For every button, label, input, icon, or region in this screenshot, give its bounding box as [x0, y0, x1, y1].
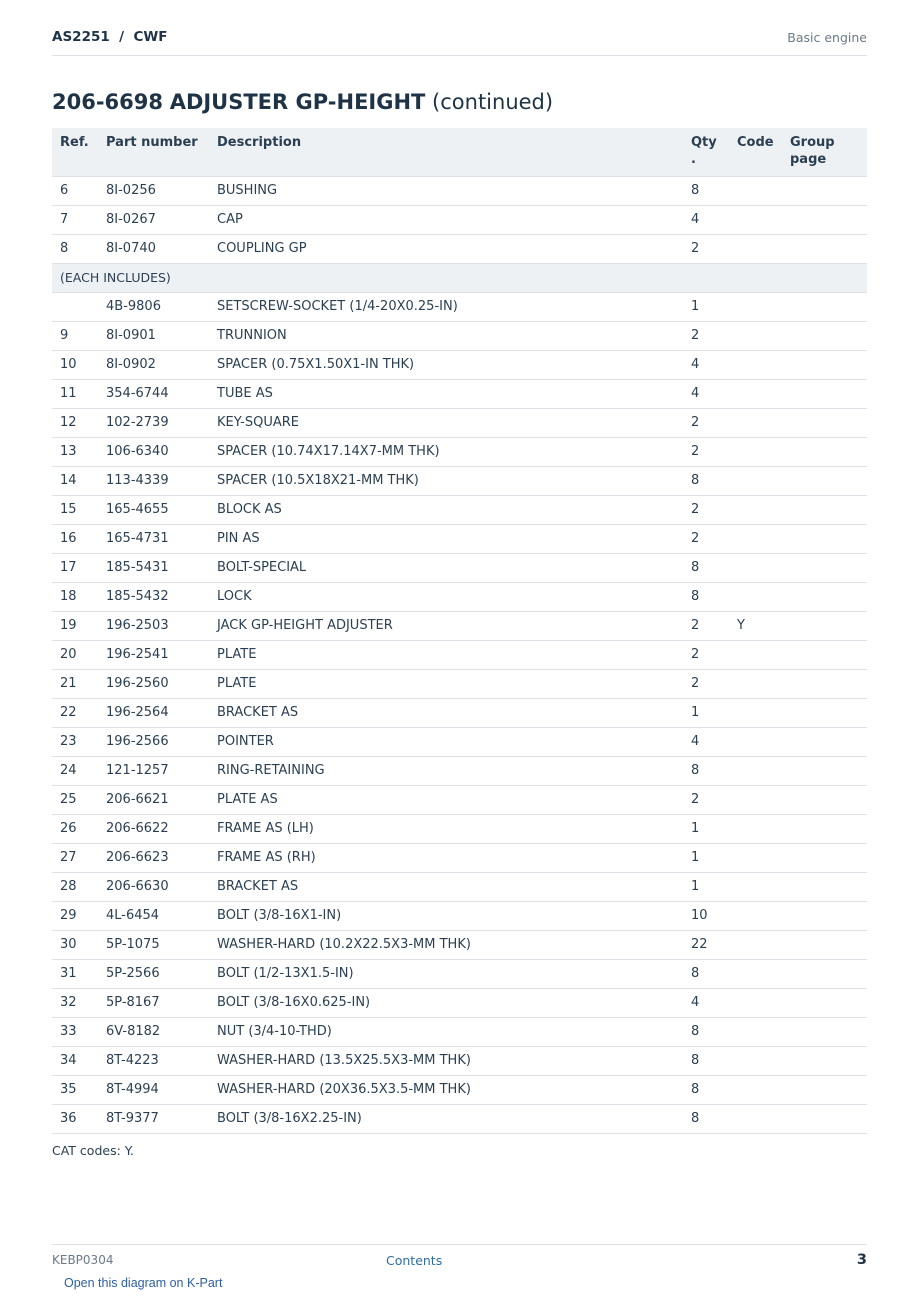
qty-cell: 4: [683, 379, 729, 408]
ref-cell: 9: [52, 321, 98, 350]
part-number-cell: 196-2566: [98, 727, 209, 756]
code-cell: [729, 292, 782, 321]
group-page-cell: [782, 408, 867, 437]
part-number-cell: 8I-0267: [98, 205, 209, 234]
title-part-name: ADJUSTER GP-HEIGHT: [169, 90, 426, 114]
description-cell: PLATE: [209, 640, 683, 669]
part-number-cell: 196-2541: [98, 640, 209, 669]
ref-cell: 16: [52, 524, 98, 553]
group-page-cell: [782, 785, 867, 814]
parts-table: [52, 128, 867, 1134]
table-row: [52, 408, 867, 437]
ref-cell: 26: [52, 814, 98, 843]
description-cell: WASHER-HARD (13.5X25.5X3-MM THK): [209, 1046, 683, 1075]
ref-cell: 13: [52, 437, 98, 466]
description-cell: COUPLING GP: [209, 234, 683, 263]
table-row: [52, 959, 867, 988]
ref-cell: 32: [52, 988, 98, 1017]
description-cell: KEY-SQUARE: [209, 408, 683, 437]
group-page-cell: [782, 727, 867, 756]
part-number-cell: 121-1257: [98, 756, 209, 785]
description-cell: FRAME AS (LH): [209, 814, 683, 843]
qty-cell: 22: [683, 930, 729, 959]
title-part-number: 206-6698: [52, 90, 163, 114]
title-suffix: (continued): [432, 90, 554, 114]
group-page-cell: [782, 553, 867, 582]
table-row: [52, 1046, 867, 1075]
qty-cell: 4: [683, 727, 729, 756]
note-cell: (EACH INCLUDES): [52, 263, 867, 292]
group-page-cell: [782, 350, 867, 379]
ref-cell: 24: [52, 756, 98, 785]
code-cell: [729, 988, 782, 1017]
group-page-cell: [782, 959, 867, 988]
group-page-cell: [782, 466, 867, 495]
description-cell: JACK GP-HEIGHT ADJUSTER: [209, 611, 683, 640]
part-number-cell: 8T-9377: [98, 1104, 209, 1133]
table-row: [52, 437, 867, 466]
part-number-cell: 5P-2566: [98, 959, 209, 988]
part-number-cell: 6V-8182: [98, 1017, 209, 1046]
group-page-cell: [782, 698, 867, 727]
table-row: [52, 756, 867, 785]
group-page-cell: [782, 756, 867, 785]
qty-cell: 2: [683, 408, 729, 437]
description-cell: SPACER (0.75X1.50X1-IN THK): [209, 350, 683, 379]
column-header-description: Description: [209, 128, 683, 176]
page-title: [52, 90, 553, 114]
table-row: [52, 901, 867, 930]
qty-cell: 8: [683, 466, 729, 495]
description-cell: BOLT (1/2-13X1.5-IN): [209, 959, 683, 988]
code-cell: [729, 727, 782, 756]
ref-cell: 28: [52, 872, 98, 901]
part-number-cell: 206-6630: [98, 872, 209, 901]
table-row: [52, 292, 867, 321]
group-page-cell: [782, 611, 867, 640]
contents-link[interactable]: Contents: [386, 1253, 443, 1268]
ref-cell: 12: [52, 408, 98, 437]
description-cell: TRUNNION: [209, 321, 683, 350]
group-page-cell: [782, 988, 867, 1017]
qty-cell: 2: [683, 611, 729, 640]
description-cell: PLATE AS: [209, 785, 683, 814]
ref-cell: 14: [52, 466, 98, 495]
qty-cell: 1: [683, 843, 729, 872]
part-number-cell: 8I-0740: [98, 234, 209, 263]
ref-cell: 35: [52, 1075, 98, 1104]
part-number-cell: 165-4731: [98, 524, 209, 553]
part-number-cell: 4B-9806: [98, 292, 209, 321]
table-row: [52, 843, 867, 872]
description-cell: SETSCREW-SOCKET (1/4-20X0.25-IN): [209, 292, 683, 321]
code-cell: [729, 959, 782, 988]
open-k-part-link[interactable]: Open this diagram on K-Part: [64, 1276, 223, 1290]
part-number-cell: 165-4655: [98, 495, 209, 524]
description-cell: CAP: [209, 205, 683, 234]
group-page-cell: [782, 1017, 867, 1046]
page-footer: [52, 1244, 867, 1275]
table-row: [52, 466, 867, 495]
code-cell: [729, 901, 782, 930]
qty-cell: 2: [683, 640, 729, 669]
code-cell: [729, 872, 782, 901]
code-cell: [729, 466, 782, 495]
part-number-cell: 4L-6454: [98, 901, 209, 930]
ref-cell: 6: [52, 176, 98, 205]
model-number: AS2251: [52, 29, 110, 45]
ref-cell: 30: [52, 930, 98, 959]
qty-cell: 8: [683, 756, 729, 785]
part-number-cell: 206-6621: [98, 785, 209, 814]
group-page-cell: [782, 321, 867, 350]
group-page-cell: [782, 495, 867, 524]
ref-cell: 21: [52, 669, 98, 698]
qty-cell: 4: [683, 350, 729, 379]
code-cell: [729, 930, 782, 959]
part-number-cell: 196-2564: [98, 698, 209, 727]
group-page-cell: [782, 582, 867, 611]
qty-cell: 1: [683, 814, 729, 843]
column-header-group-page: Group page: [782, 128, 867, 176]
column-header-qty: Qty .: [683, 128, 729, 176]
qty-cell: 8: [683, 1017, 729, 1046]
ref-cell: 22: [52, 698, 98, 727]
qty-cell: 2: [683, 669, 729, 698]
description-cell: BRACKET AS: [209, 872, 683, 901]
group-page-cell: [782, 669, 867, 698]
qty-cell: 10: [683, 901, 729, 930]
code-cell: [729, 814, 782, 843]
description-cell: BOLT (3/8-16X1-IN): [209, 901, 683, 930]
group-page-cell: [782, 1046, 867, 1075]
code-cell: [729, 321, 782, 350]
code-cell: [729, 756, 782, 785]
description-cell: WASHER-HARD (20X36.5X3.5-MM THK): [209, 1075, 683, 1104]
code-cell: [729, 640, 782, 669]
document-code: KEBP0304: [52, 1253, 114, 1267]
table-row: [52, 321, 867, 350]
part-number-cell: 185-5432: [98, 582, 209, 611]
part-number-cell: 206-6622: [98, 814, 209, 843]
code-cell: [729, 379, 782, 408]
description-cell: WASHER-HARD (10.2X22.5X3-MM THK): [209, 930, 683, 959]
group-page-cell: [782, 872, 867, 901]
ref-cell: 15: [52, 495, 98, 524]
part-number-cell: 206-6623: [98, 843, 209, 872]
parts-table-body: [52, 176, 867, 1133]
code-cell: [729, 1017, 782, 1046]
table-row: [52, 1017, 867, 1046]
qty-cell: 8: [683, 959, 729, 988]
qty-cell: 1: [683, 872, 729, 901]
description-cell: SPACER (10.5X18X21-MM THK): [209, 466, 683, 495]
section-name: Basic engine: [787, 30, 867, 45]
group-page-cell: [782, 379, 867, 408]
part-number-cell: 185-5431: [98, 553, 209, 582]
code-cell: [729, 234, 782, 263]
group-page-cell: [782, 901, 867, 930]
code-cell: [729, 843, 782, 872]
ref-cell: 8: [52, 234, 98, 263]
group-page-cell: [782, 234, 867, 263]
qty-cell: 2: [683, 437, 729, 466]
ref-cell: 33: [52, 1017, 98, 1046]
ref-cell: 29: [52, 901, 98, 930]
serial-prefix: CWF: [133, 29, 168, 45]
code-cell: [729, 495, 782, 524]
part-number-cell: 8I-0901: [98, 321, 209, 350]
table-row: [52, 785, 867, 814]
description-cell: TUBE AS: [209, 379, 683, 408]
qty-cell: 1: [683, 292, 729, 321]
ref-cell: [52, 292, 98, 321]
table-row: [52, 379, 867, 408]
description-cell: BRACKET AS: [209, 698, 683, 727]
description-cell: BOLT-SPECIAL: [209, 553, 683, 582]
table-row: [52, 669, 867, 698]
qty-cell: 1: [683, 698, 729, 727]
group-page-cell: [782, 843, 867, 872]
qty-cell: 4: [683, 205, 729, 234]
code-cell: [729, 524, 782, 553]
ref-cell: 17: [52, 553, 98, 582]
part-number-cell: 8I-0256: [98, 176, 209, 205]
code-cell: [729, 698, 782, 727]
code-cell: [729, 1104, 782, 1133]
qty-cell: 2: [683, 234, 729, 263]
qty-cell: 2: [683, 785, 729, 814]
group-page-cell: [782, 930, 867, 959]
ref-cell: 31: [52, 959, 98, 988]
ref-cell: 18: [52, 582, 98, 611]
qty-cell: 4: [683, 988, 729, 1017]
code-cell: Y: [729, 611, 782, 640]
part-number-cell: 8I-0902: [98, 350, 209, 379]
table-row: [52, 698, 867, 727]
table-row: [52, 553, 867, 582]
table-row: [52, 582, 867, 611]
code-cell: [729, 669, 782, 698]
description-cell: FRAME AS (RH): [209, 843, 683, 872]
header-separator: /: [119, 29, 125, 45]
table-row: [52, 727, 867, 756]
description-cell: PIN AS: [209, 524, 683, 553]
ref-cell: 11: [52, 379, 98, 408]
cat-codes-note: CAT codes: Y.: [52, 1143, 134, 1158]
column-header-ref: Ref.: [52, 128, 98, 176]
code-cell: [729, 176, 782, 205]
ref-cell: 10: [52, 350, 98, 379]
code-cell: [729, 437, 782, 466]
code-cell: [729, 408, 782, 437]
ref-cell: 25: [52, 785, 98, 814]
qty-cell: 8: [683, 1075, 729, 1104]
part-number-cell: 5P-8167: [98, 988, 209, 1017]
table-row: [52, 495, 867, 524]
table-row: [52, 872, 867, 901]
page-header: [52, 29, 867, 56]
table-row: [52, 640, 867, 669]
table-row: [52, 611, 867, 640]
group-page-cell: [782, 814, 867, 843]
group-page-cell: [782, 1104, 867, 1133]
table-row: [52, 176, 867, 205]
qty-cell: 8: [683, 553, 729, 582]
table-row: [52, 234, 867, 263]
group-page-cell: [782, 1075, 867, 1104]
part-number-cell: 196-2560: [98, 669, 209, 698]
code-cell: [729, 553, 782, 582]
ref-cell: 27: [52, 843, 98, 872]
part-number-cell: 106-6340: [98, 437, 209, 466]
description-cell: RING-RETAINING: [209, 756, 683, 785]
description-cell: SPACER (10.74X17.14X7-MM THK): [209, 437, 683, 466]
code-cell: [729, 582, 782, 611]
table-row: [52, 350, 867, 379]
description-cell: BLOCK AS: [209, 495, 683, 524]
ref-cell: 34: [52, 1046, 98, 1075]
description-cell: POINTER: [209, 727, 683, 756]
group-page-cell: [782, 640, 867, 669]
description-cell: BOLT (3/8-16X2.25-IN): [209, 1104, 683, 1133]
column-header-code: Code: [729, 128, 782, 176]
ref-cell: 7: [52, 205, 98, 234]
part-number-cell: 102-2739: [98, 408, 209, 437]
qty-cell: 2: [683, 524, 729, 553]
part-number-cell: 5P-1075: [98, 930, 209, 959]
description-cell: PLATE: [209, 669, 683, 698]
qty-cell: 8: [683, 582, 729, 611]
qty-cell: 8: [683, 1046, 729, 1075]
qty-cell: 8: [683, 176, 729, 205]
group-page-cell: [782, 437, 867, 466]
column-header-part-number: Part number: [98, 128, 209, 176]
page-number: 3: [856, 1252, 867, 1268]
model-serial: [52, 29, 168, 45]
description-cell: BUSHING: [209, 176, 683, 205]
code-cell: [729, 1075, 782, 1104]
table-row: [52, 1104, 867, 1133]
table-row: [52, 1075, 867, 1104]
group-page-cell: [782, 292, 867, 321]
qty-cell: 2: [683, 321, 729, 350]
group-page-cell: [782, 176, 867, 205]
code-cell: [729, 1046, 782, 1075]
table-row: [52, 930, 867, 959]
table-header-row: [52, 128, 867, 176]
part-number-cell: 8T-4994: [98, 1075, 209, 1104]
table-row: [52, 988, 867, 1017]
part-number-cell: 354-6744: [98, 379, 209, 408]
code-cell: [729, 205, 782, 234]
code-cell: [729, 350, 782, 379]
code-cell: [729, 785, 782, 814]
table-row: [52, 205, 867, 234]
table-row: [52, 524, 867, 553]
part-number-cell: 113-4339: [98, 466, 209, 495]
ref-cell: 20: [52, 640, 98, 669]
qty-cell: 8: [683, 1104, 729, 1133]
description-cell: BOLT (3/8-16X0.625-IN): [209, 988, 683, 1017]
ref-cell: 23: [52, 727, 98, 756]
part-number-cell: 196-2503: [98, 611, 209, 640]
ref-cell: 19: [52, 611, 98, 640]
ref-cell: 36: [52, 1104, 98, 1133]
group-page-cell: [782, 524, 867, 553]
description-cell: LOCK: [209, 582, 683, 611]
description-cell: NUT (3/4-10-THD): [209, 1017, 683, 1046]
group-page-cell: [782, 205, 867, 234]
part-number-cell: 8T-4223: [98, 1046, 209, 1075]
table-row: [52, 814, 867, 843]
qty-cell: 2: [683, 495, 729, 524]
table-note-row: [52, 263, 867, 292]
